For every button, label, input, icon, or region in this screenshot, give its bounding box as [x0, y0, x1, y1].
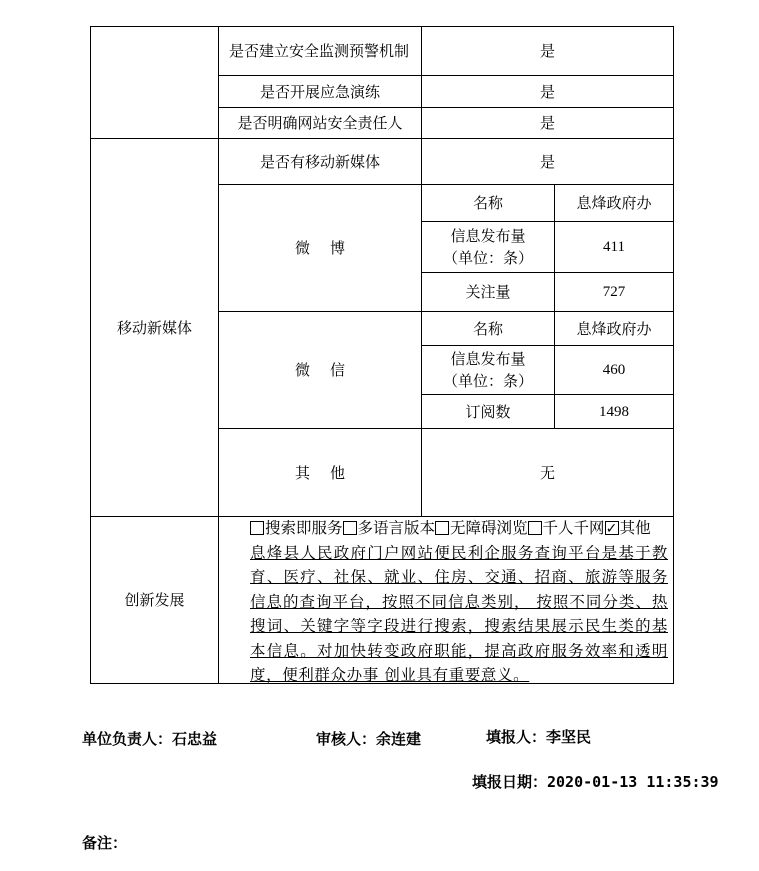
wechat-posts-value: 460	[602, 362, 626, 378]
reviewer: 审核人：余连建	[316, 730, 422, 748]
wechat-label: 微信	[294, 361, 365, 379]
reporter: 填报人：李坚民	[486, 728, 592, 746]
option-multilingual[interactable]: 多语言版本	[343, 519, 436, 537]
weibo-followers-value: 727	[602, 284, 626, 300]
wechat-subs-label: 订阅数	[465, 402, 511, 421]
responsible-label: 是否明确网站安全责任人	[237, 114, 403, 132]
innovation-label: 创新发展	[124, 591, 185, 609]
has-mobile-value: 是	[539, 152, 555, 171]
checkbox-unchecked-icon[interactable]	[528, 521, 542, 535]
responsible-value: 是	[539, 114, 555, 132]
checkbox-unchecked-icon[interactable]	[435, 521, 449, 535]
option-other[interactable]: ✓ 其他	[605, 519, 651, 537]
checkbox-unchecked-icon[interactable]	[343, 521, 357, 535]
weibo-name-value: 息烽政府办	[576, 194, 652, 212]
weibo-name-label: 名称	[472, 194, 503, 212]
innovation-description: 息烽县人民政府门户网站便民利企服务查询平台是基于教育、医疗、社保、就业、住房、交通、招商、旅游等服务信息的查询平台，按照不同信息类别， 按照不同分类、热搜词、关键字等字段进行搜索，搜索结果展示民生类的基本信息。对加快转变政府职能，提高政府服务效率和透明度，便利群众办事 创业具有重要意义。	[250, 543, 668, 684]
remarks-label: 备注：	[82, 834, 128, 852]
report-date: 填报日期：2020-01-13 11:35:39	[472, 773, 719, 791]
weibo-posts-label: 信息发布量 （单位：条）	[442, 227, 533, 267]
option-personalized[interactable]: 千人千网	[528, 519, 605, 537]
wechat-name-value: 息烽政府办	[576, 319, 652, 338]
checkbox-unchecked-icon[interactable]	[250, 521, 264, 535]
drill-label: 是否开展应急演练	[259, 82, 380, 101]
table-border-right	[673, 26, 674, 684]
wechat-name-label: 名称	[472, 319, 503, 338]
weibo-posts-value: 411	[603, 239, 625, 255]
monitoring-value: 是	[539, 42, 555, 60]
checkbox-checked-icon[interactable]	[605, 521, 619, 535]
weibo-followers-label: 关注量	[465, 283, 511, 301]
other-media-label: 其他	[294, 463, 365, 482]
has-mobile-label: 是否有移动新媒体	[259, 152, 380, 171]
drill-value: 是	[539, 82, 555, 101]
weibo-label: 微博	[294, 239, 365, 257]
wechat-subs-value: 1498	[599, 403, 629, 420]
wechat-posts-label: 信息发布量 （单位：条）	[442, 350, 533, 390]
innovation-options	[250, 516, 668, 541]
unit-head: 单位负责人：石忠益	[82, 730, 218, 748]
mobile-section-label: 移动新媒体	[116, 318, 192, 337]
option-search-as-service[interactable]: 搜索即服务	[250, 519, 343, 537]
monitoring-label: 是否建立安全监测预警机制	[228, 42, 409, 60]
option-accessibility[interactable]: 无障碍浏览	[435, 519, 528, 537]
innovation-content	[250, 516, 668, 688]
other-media-value: 无	[539, 463, 555, 482]
